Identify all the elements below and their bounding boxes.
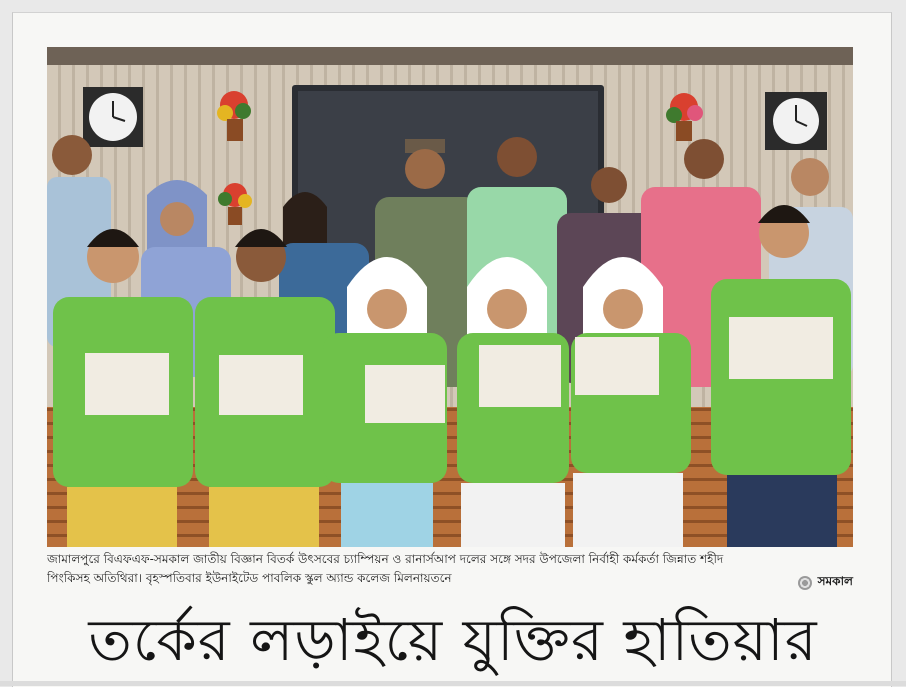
photo-credit [798,573,853,593]
news-photo [47,47,853,547]
caption-line-1: জামালপুরে বিএফএফ-সমকাল জাতীয় বিজ্ঞান বিতর্ক উৎসবের চ্যাম্পিয়ন ও রানার্সআপ দলের সঙ্গে সদর উপজেলা নির্বাহী কর্মকর্তা জিন্নাত শহীদ [47,552,724,566]
samakal-logo-icon [798,576,812,590]
bottom-rule [0,681,906,686]
photo-caption [47,550,853,588]
wall-clock-left [83,87,143,147]
credit-text: সমকাল [817,574,853,588]
caption-line-2: পিংকিসহ অতিথিরা। বৃহস্পতিবার ইউনাইটেড পাবলিক স্কুল অ্যান্ড কলেজ মিলনায়তনে [47,571,452,585]
headline: তর্কের লড়াইয়ে যুক্তির হাতিয়ার [88,606,818,674]
wall-clock-right [765,92,827,150]
